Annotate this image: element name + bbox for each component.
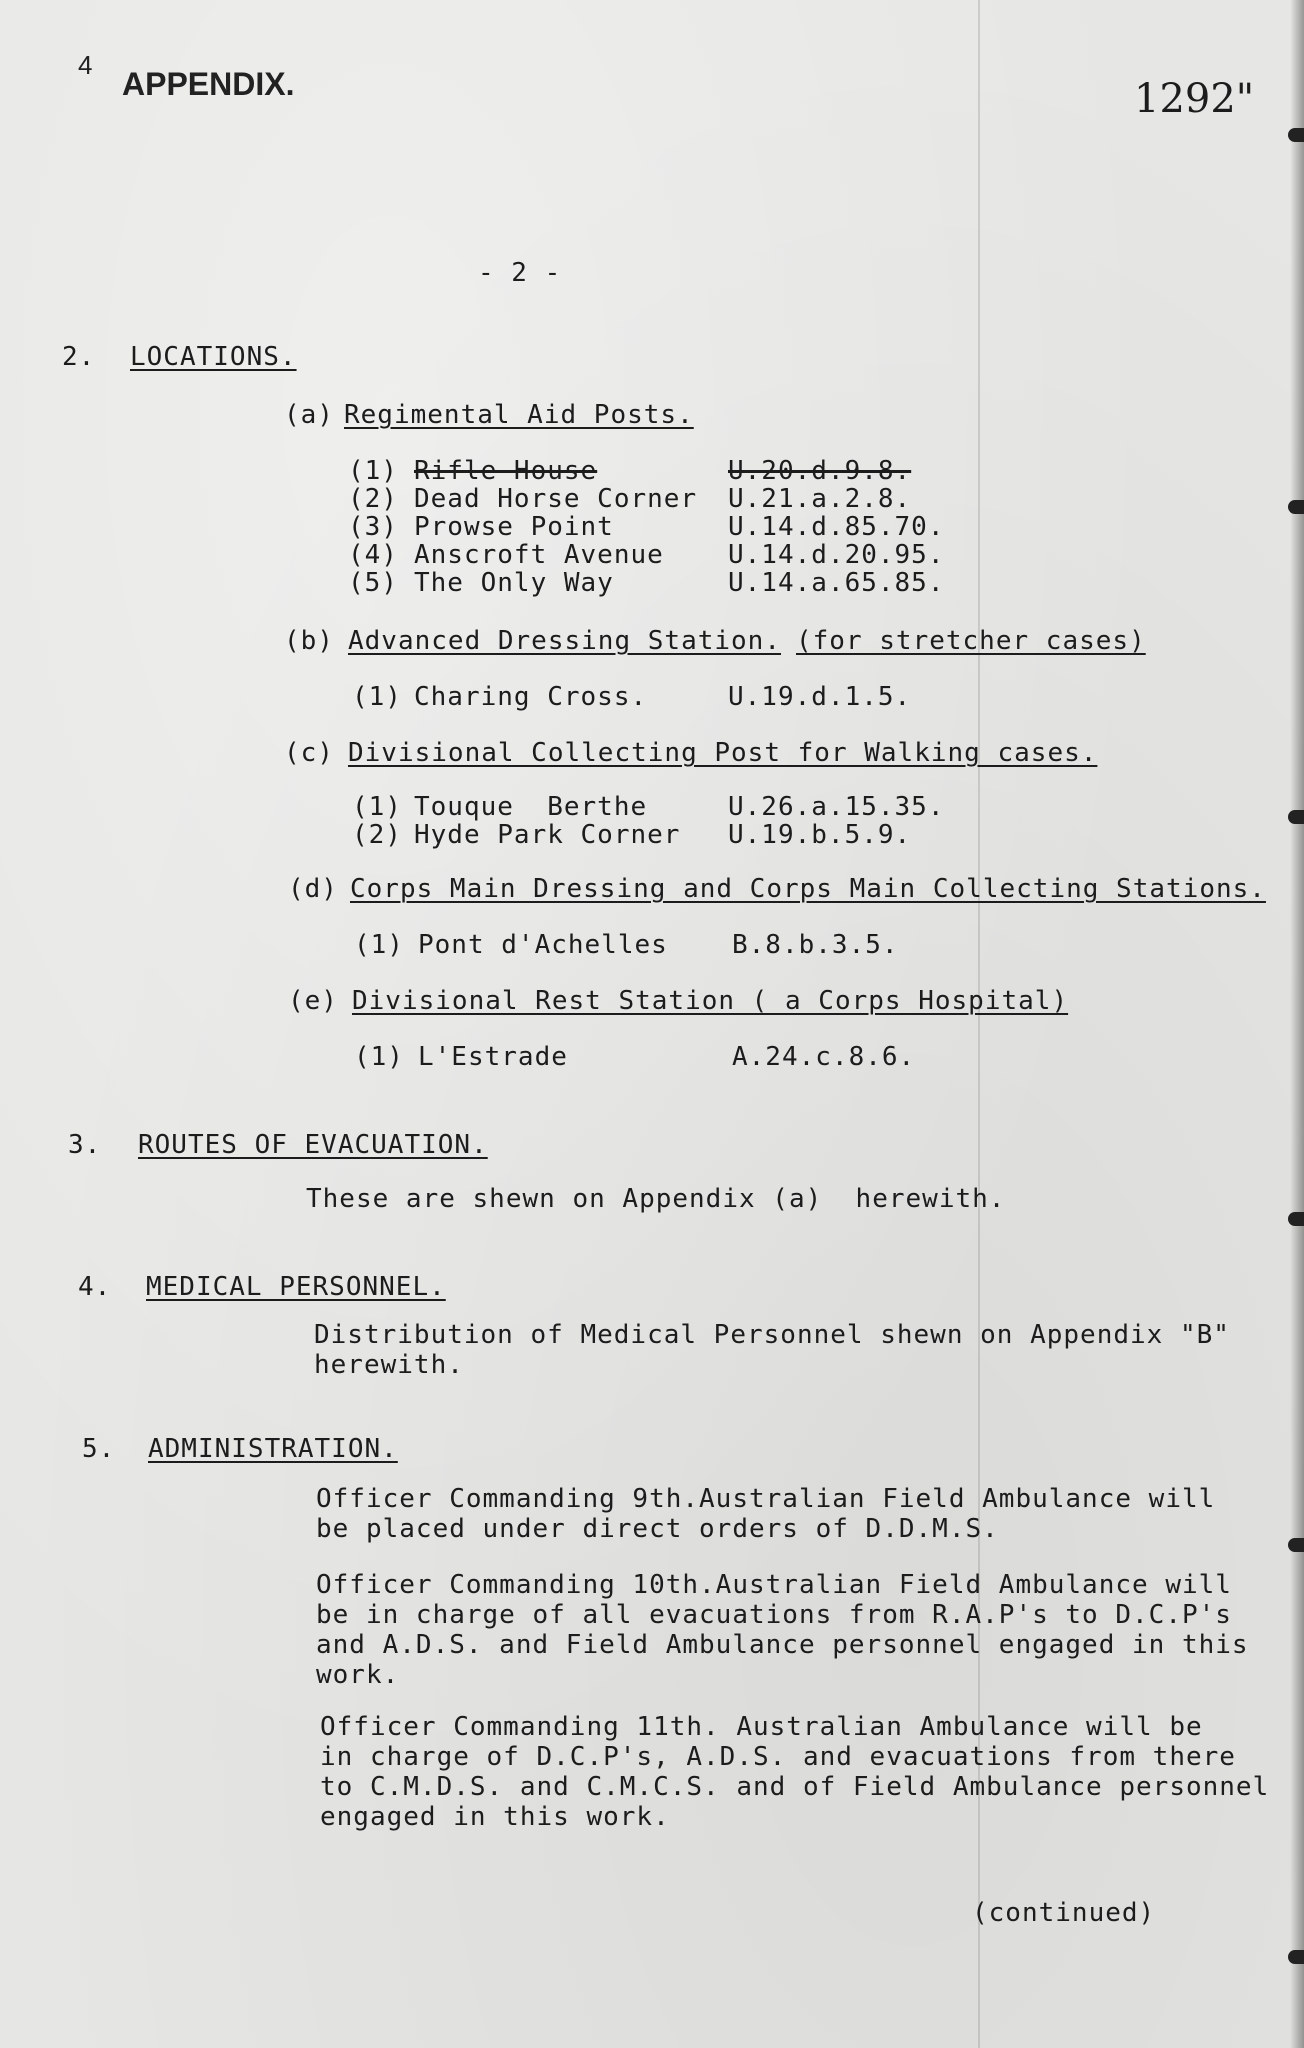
subsection-label: (e) (288, 986, 338, 1016)
binding-notch (1288, 810, 1304, 824)
section-number: 2. (62, 342, 96, 372)
list-item-ref: A.24.c.8.6. (732, 1042, 916, 1072)
list-item-name: Prowse Point (414, 512, 614, 542)
list-item-num: (3) (348, 512, 398, 542)
section-title-administration: ADMINISTRATION. (148, 1434, 398, 1464)
section-number: 5. (82, 1434, 116, 1464)
list-item-ref: U.19.b.5.9. (728, 820, 912, 850)
binding-notch (1288, 500, 1304, 514)
page-edge-shadow (1290, 0, 1304, 2048)
corner-number: 4 (78, 50, 93, 80)
subsection-title-rap: Regimental Aid Posts. (344, 400, 694, 430)
admin-paragraph: Officer Commanding 11th. Australian Ambulance will be in charge of D.C.P's, A.D.S. and evacuations from there to C.M.D.S. and C.M.C.S. and of Field Ambulance personnel engaged in this work. (320, 1712, 1270, 1832)
list-item-ref: U.14.a.65.85. (728, 568, 945, 598)
list-item-name: Pont d'Achelles (418, 930, 668, 960)
routes-text: These are shewn on Appendix (a) herewith. (306, 1184, 1006, 1214)
subsection-note: (for stretcher cases) (796, 626, 1146, 656)
list-item-name-struck: Rifle House (414, 456, 598, 486)
list-item-num: (4) (348, 540, 398, 570)
admin-paragraph: Officer Commanding 9th.Australian Field Ambulance will be placed under direct orders of D.D.M.S. (316, 1484, 1216, 1544)
list-item-name: Charing Cross. (414, 682, 648, 712)
section-number: 3. (68, 1130, 102, 1160)
list-item-ref: U.26.a.15.35. (728, 792, 945, 822)
section-title-routes: ROUTES OF EVACUATION. (138, 1130, 488, 1160)
list-item-num: (1) (354, 930, 404, 960)
section-title-locations: LOCATIONS. (130, 342, 297, 372)
list-item-name: Anscroft Avenue (414, 540, 664, 570)
continued-note: (continued) (972, 1898, 1156, 1928)
subsection-label: (d) (288, 874, 338, 904)
binding-notch (1288, 1538, 1304, 1552)
binding-notch (1288, 1950, 1304, 1964)
subsection-label: (b) (284, 626, 334, 656)
section-title-personnel: MEDICAL PERSONNEL. (146, 1272, 446, 1302)
list-item-num: (2) (348, 484, 398, 514)
list-item-num: (2) (352, 820, 402, 850)
list-item-name: L'Estrade (418, 1042, 568, 1072)
binding-notch (1288, 128, 1304, 142)
subsection-label: (a) (284, 400, 334, 430)
list-item-ref: U.14.d.85.70. (728, 512, 945, 542)
list-item-ref: U.21.a.2.8. (728, 484, 912, 514)
list-item-name: The Only Way (414, 568, 614, 598)
folio-number: 1292" (1134, 76, 1255, 122)
personnel-text: Distribution of Medical Personnel shewn on Appendix "B" herewith. (314, 1320, 1230, 1380)
list-item-ref: B.8.b.3.5. (732, 930, 899, 960)
list-item-num: (5) (348, 568, 398, 598)
binding-notch (1288, 1212, 1304, 1226)
list-item-num: (1) (352, 792, 402, 822)
admin-paragraph: Officer Commanding 10th.Australian Field Ambulance will be in charge of all evacuations from R.A.P's to D.C.P's and A.D.S. and Field Ambulance personnel engaged in this work. (316, 1570, 1249, 1690)
subsection-title-ads: Advanced Dressing Station. (348, 626, 781, 656)
list-item-name: Hyde Park Corner (414, 820, 681, 850)
section-number: 4. (78, 1272, 112, 1302)
page-number: - 2 - (478, 258, 562, 288)
subsection-title-drs: Divisional Rest Station ( a Corps Hospital) (352, 986, 1069, 1016)
list-item-name: Dead Horse Corner (414, 484, 698, 514)
subsection-title-cmds: Corps Main Dressing and Corps Main Collecting Stations. (350, 874, 1266, 904)
appendix-label: APPENDIX. (122, 66, 295, 102)
subsection-title-dcp: Divisional Collecting Post for Walking cases. (348, 738, 1098, 768)
list-item-num: (1) (348, 456, 398, 486)
list-item-num: (1) (354, 1042, 404, 1072)
subsection-label: (c) (284, 738, 334, 768)
list-item-num: (1) (352, 682, 402, 712)
list-item-ref: U.14.d.20.95. (728, 540, 945, 570)
list-item-ref: U.19.d.1.5. (728, 682, 912, 712)
list-item-ref-struck: U.20.d.9.8. (728, 456, 912, 486)
list-item-name: Touque Berthe (414, 792, 648, 822)
